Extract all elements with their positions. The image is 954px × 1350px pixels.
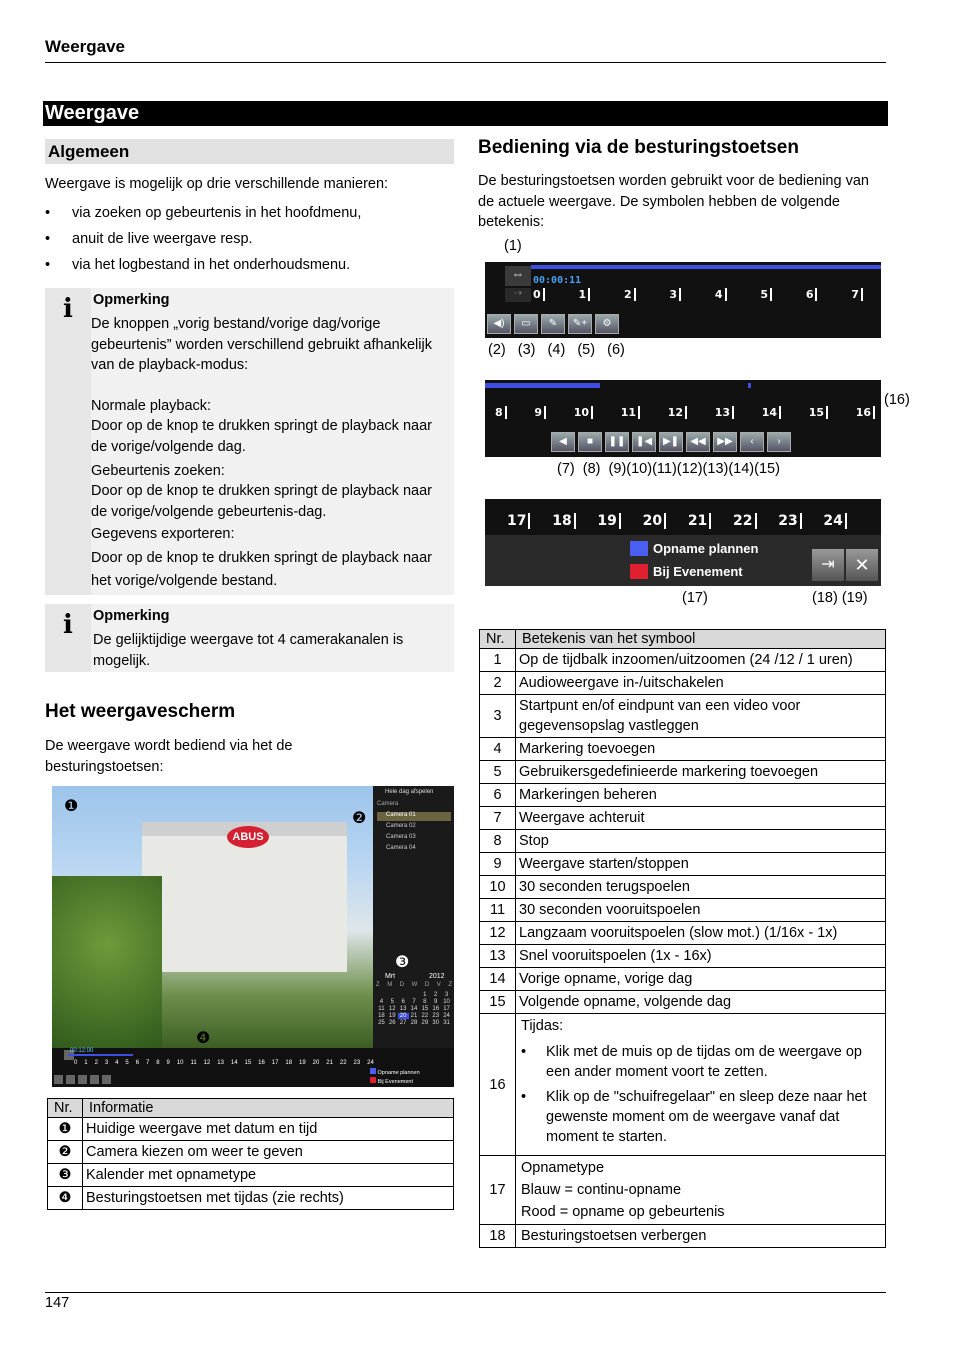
timeline-tick: 3	[104, 1060, 109, 1066]
timeline-tick: 19	[597, 513, 620, 529]
table-row	[48, 1164, 454, 1187]
note-box	[45, 604, 454, 672]
forward-30-icon[interactable]: ▶❚	[659, 432, 683, 452]
table-cell: Vorige opname, vorige dag	[516, 968, 886, 991]
calendar-weekdays	[376, 982, 452, 988]
note-subtitle: Gebeurtenis zoeken:	[91, 463, 225, 479]
fast-forward-icon[interactable]: ▶▶	[713, 432, 737, 452]
timeline-tick: 6	[135, 1060, 140, 1066]
table-row	[480, 672, 886, 695]
cell-title: Tijdas:	[521, 1018, 564, 1034]
table-row	[48, 1187, 454, 1210]
table-row	[480, 899, 886, 922]
timeline-tick: 22	[339, 1060, 347, 1066]
calendar-day[interactable]: 3	[444, 992, 449, 998]
table-row	[480, 807, 886, 830]
subheading-algemeen: Algemeen	[45, 139, 454, 164]
timeline-tick: 14	[762, 406, 781, 419]
weekday-label: D	[424, 982, 430, 988]
timeline-tick: 20	[643, 513, 666, 529]
export-icon[interactable]: ⇥	[812, 549, 844, 581]
calendar-day[interactable]: 29	[421, 1020, 429, 1026]
timeline-tick: 22	[733, 513, 756, 529]
table-cell: 30 seconden vooruitspoelen	[516, 899, 886, 922]
control-buttons	[54, 1075, 354, 1085]
intro-text: Weergave is mogelijk op drie verschillende manieren:	[45, 176, 389, 192]
calendar-day[interactable]: 9	[434, 999, 438, 1005]
timeline-tick: 16	[856, 406, 875, 419]
table-cell: 16	[480, 1014, 516, 1156]
timeline-bar[interactable]	[531, 265, 881, 269]
note-title: Opmerking	[93, 608, 170, 624]
legend-label: Opname plannen	[653, 541, 759, 556]
table-row	[480, 1225, 886, 1248]
calendar-day[interactable]: 28	[410, 1020, 418, 1026]
calendar-day[interactable]: 16	[432, 1006, 440, 1012]
table-cell: 13	[480, 945, 516, 968]
table-cell: 12	[480, 922, 516, 945]
table-row	[480, 738, 886, 761]
camera-header: Camera	[377, 801, 399, 807]
timeline-tick: 5	[760, 288, 772, 301]
calendar-day[interactable]: 12	[388, 1006, 396, 1012]
bullet-item: • via zoeken op gebeurtenis in het hoofdmenu,	[72, 205, 361, 221]
table-cell: 2	[480, 672, 516, 695]
table-header: Nr.	[48, 1099, 83, 1118]
legend-area	[485, 535, 881, 586]
weekday-label: W	[411, 982, 418, 988]
tree	[52, 876, 162, 1048]
table-cell: Op de tijdbalk inzoomen/uitzoomen (24 /12 / 1 uren)	[516, 649, 886, 672]
reverse-icon[interactable]: ◀	[551, 432, 575, 452]
table-cell: Stop	[516, 830, 886, 853]
audio-icon[interactable]: ◀)	[487, 314, 511, 334]
bullet-item: • via het logbestand in het onderhoudsmenu.	[72, 257, 350, 273]
calendar-day[interactable]: 2	[434, 992, 438, 998]
screen-text: De weergave wordt bediend via het de besturingstoetsen:	[45, 738, 293, 775]
calendar-day[interactable]: 7	[412, 999, 416, 1005]
table-cell: Weergave achteruit	[516, 807, 886, 830]
timeline-tick: 11	[190, 1060, 197, 1066]
previous-icon[interactable]: ‹	[740, 432, 764, 452]
table-cell: 14	[480, 968, 516, 991]
calendar-day[interactable]: 1	[423, 992, 427, 998]
info-table	[47, 1098, 454, 1210]
side-panel	[373, 786, 454, 1048]
control-panel-1	[485, 262, 881, 338]
timeline-tick: 24	[367, 1060, 374, 1066]
table-cell: 17	[480, 1156, 516, 1225]
calendar-blank	[409, 992, 420, 998]
calendar-day[interactable]: 26	[388, 1020, 396, 1026]
timeline-tick: 21	[326, 1060, 333, 1066]
recording-bar	[485, 383, 600, 388]
table-cell: Weergave starten/stoppen	[516, 853, 886, 876]
timeline-tick: 7	[851, 288, 863, 301]
page-number: 147	[45, 1295, 70, 1311]
table-cell: Huidige weergave met datum en tijd	[83, 1118, 454, 1141]
calendar-day[interactable]: 25	[378, 1020, 385, 1026]
table-row	[480, 649, 886, 672]
table-cell: Langzaam vooruitspoelen (slow mot.) (1/16x - 1x)	[516, 922, 886, 945]
table-cell: ❸	[48, 1164, 83, 1187]
calendar-day[interactable]: 22	[421, 1013, 429, 1019]
running-header: Weergave	[45, 37, 126, 56]
table-cell: 8	[480, 830, 516, 853]
timeline-tick: 19	[298, 1060, 306, 1066]
timeline-tick: 2	[624, 288, 636, 301]
calendar-day[interactable]: 23	[432, 1013, 440, 1019]
timeline-tick: 15	[809, 406, 828, 419]
weekday-label: M	[387, 982, 393, 988]
table-cell: 6	[480, 784, 516, 807]
table-cell: 7	[480, 807, 516, 830]
clip-button[interactable]	[66, 1075, 75, 1084]
timeline-tick: 10	[176, 1060, 184, 1066]
note-subtitle: Gegevens exporteren:	[91, 526, 235, 542]
table-cell	[516, 1014, 886, 1156]
controls-intro: De besturingstoetsen worden gebruikt voor de bediening van de actuele weergave. De symbolen hebben de volgende betekenis:	[478, 173, 869, 230]
timeline-tick: 10	[574, 406, 593, 419]
bullet-item: • anuit de live weergave resp.	[72, 231, 253, 247]
slow-motion-icon[interactable]: ◀◀	[686, 432, 710, 452]
control-buttons	[487, 314, 622, 334]
timeline-tick: 11	[621, 406, 640, 419]
custom-tag-button[interactable]	[90, 1075, 99, 1084]
calendar-blank	[398, 992, 409, 998]
footer-rule	[45, 1292, 886, 1293]
calendar-day[interactable]: 19	[388, 1013, 396, 1019]
blue-swatch	[630, 541, 648, 556]
calendar-day[interactable]: 21	[410, 1013, 418, 1019]
timeline-tick: 13	[217, 1060, 224, 1066]
weekday-label: Z	[376, 982, 380, 988]
callout-labels: (7) (8) (9)(10)(11)(12)(13)(14)(15)	[557, 461, 780, 477]
note-text: Door op de knop te drukken springt de playback naar de vorige/volgende dag.	[91, 418, 432, 455]
table-row	[48, 1118, 454, 1141]
callout-label: (18) (19)	[812, 590, 868, 606]
timeline-ticks[interactable]	[74, 1060, 374, 1066]
timeline-tick: 18	[285, 1060, 293, 1066]
table-cell: Kalender met opnametype	[83, 1164, 454, 1187]
table-row	[480, 1156, 886, 1225]
legend-label: Bij Evenement	[377, 1079, 413, 1085]
bullet-text: Klik op de "schuifregelaar" en sleep deze naar het gewenste moment om de weergave vanaf dat moment te starten.	[546, 1089, 867, 1145]
table-cell: 5	[480, 761, 516, 784]
calendar-day[interactable]: 5	[390, 999, 394, 1005]
timeline-tick: 23	[778, 513, 801, 529]
timeline-tick: 9	[534, 406, 546, 419]
cell-line: Rood = opname op gebeurtenis	[521, 1204, 725, 1220]
table-row	[480, 784, 886, 807]
time-readout: 00:12:00	[70, 1048, 94, 1054]
playback-screenshot	[52, 786, 454, 1087]
callout-labels: (2) (3) (4) (5) (6)	[488, 342, 625, 358]
pause-icon[interactable]: ❚❚	[605, 432, 629, 452]
timeline-tick: 24	[823, 513, 846, 529]
camera-item[interactable]: Camera 03	[386, 834, 416, 840]
timeline-tick: 9	[166, 1060, 170, 1066]
next-icon[interactable]: ›	[767, 432, 791, 452]
timeline-tick: 1	[578, 288, 590, 301]
table-cell: Volgende opname, volgende dag	[516, 991, 886, 1014]
timeline-tick: 12	[203, 1060, 211, 1066]
table-cell: 9	[480, 853, 516, 876]
table-cell: Markeringen beheren	[516, 784, 886, 807]
marker-1: ❶	[64, 798, 79, 815]
info-icon: i	[45, 604, 91, 672]
bullet-dot: •	[521, 1089, 527, 1105]
weekday-label: D	[399, 982, 405, 988]
calendar-day[interactable]: 17	[443, 1006, 450, 1012]
table-row	[480, 853, 886, 876]
timeline-tick: 4	[115, 1060, 119, 1066]
tag-add-icon[interactable]: ✎	[541, 314, 565, 334]
calendar-year: 2012	[429, 973, 445, 980]
cell-line: Opnametype	[521, 1160, 605, 1176]
calendar-day[interactable]: 15	[421, 1006, 429, 1012]
calendar-day[interactable]: 24	[443, 1013, 450, 1019]
table-row	[48, 1141, 454, 1164]
timeline-tick: 3	[669, 288, 681, 301]
table-cell: Besturingstoetsen verbergen	[516, 1225, 886, 1248]
note-subtitle: Normale playback:	[91, 398, 212, 414]
info-icon: i	[45, 288, 91, 595]
legend-label: Bij Evenement	[653, 564, 743, 579]
playback-buttons	[551, 432, 794, 452]
note-text: Door op de knop te drukken springt de playback naar het vorige/volgende bestand.	[91, 550, 432, 589]
note-title: Opmerking	[93, 292, 170, 308]
table-cell: Besturingstoetsen met tijdas (zie rechts)	[83, 1187, 454, 1210]
note-text: De knoppen „vorig bestand/vorige dag/vorige gebeurtenis” worden verschillend gebruikt afhankelijk van de playback-modus:	[91, 316, 432, 373]
control-bar	[52, 1048, 454, 1087]
table-header: Betekenis van het symbool	[516, 630, 886, 649]
table-cell: ❹	[48, 1187, 83, 1210]
calendar-day[interactable]: 30	[432, 1020, 440, 1026]
weekday-label: Z	[448, 982, 452, 988]
header-rule	[45, 62, 886, 63]
timeline-tick: 17	[271, 1060, 279, 1066]
calendar-day[interactable]: 11	[378, 1006, 385, 1012]
stop-icon[interactable]: ■	[578, 432, 602, 452]
calendar-blank	[376, 992, 387, 998]
timeline-tick: 17	[507, 513, 530, 529]
timeline-ticks[interactable]	[507, 513, 847, 529]
table-cell: 10	[480, 876, 516, 899]
calendar-day[interactable]: 31	[443, 1020, 450, 1026]
symbol-table	[479, 629, 886, 1248]
timeline-tick: 8	[495, 406, 507, 419]
note-text: De gelijktijdige weergave tot 4 camerakanalen is mogelijk.	[93, 632, 404, 669]
timeline-tick: 18	[552, 513, 575, 529]
table-cell: Markering toevoegen	[516, 738, 886, 761]
table-cell: ❶	[48, 1118, 83, 1141]
table-cell: Camera kiezen om weer te geven	[83, 1141, 454, 1164]
camera-item[interactable]: Camera 02	[386, 823, 416, 829]
tag-button[interactable]	[78, 1075, 87, 1084]
zoom-icon[interactable]: ⇔	[505, 266, 531, 286]
timeline-tick: 0	[533, 288, 545, 301]
table-cell: 3	[480, 695, 516, 738]
table-row	[480, 695, 886, 738]
table-cell: 11	[480, 899, 516, 922]
calendar-day[interactable]: 18	[378, 1013, 385, 1019]
timeline-tick: 0	[74, 1060, 78, 1066]
camera-view	[52, 786, 373, 1048]
table-cell: ❷	[48, 1141, 83, 1164]
table-row	[480, 968, 886, 991]
marker-2: ❷	[352, 810, 367, 827]
calendar-day[interactable]: 4	[379, 999, 384, 1005]
weekday-label: V	[436, 982, 441, 988]
camera-item[interactable]: Camera 04	[386, 845, 416, 851]
table-row	[480, 991, 886, 1014]
timeline-tick: 15	[244, 1060, 252, 1066]
calendar-day[interactable]: 8	[423, 999, 427, 1005]
calendar-day[interactable]: 10	[443, 999, 450, 1005]
timeline-bar[interactable]	[68, 1054, 133, 1056]
timeline-ticks[interactable]	[495, 406, 875, 419]
bullet-item	[521, 1087, 879, 1147]
timeline-tick: 7	[145, 1060, 150, 1066]
screen-heading: Het weergavescherm	[45, 701, 236, 722]
calendar-day[interactable]: 6	[401, 999, 405, 1005]
table-header: Informatie	[83, 1099, 454, 1118]
tag-custom-icon[interactable]: ✎+	[568, 314, 592, 334]
bullet-text: Klik met de muis op de tijdas om de weergave op een ander moment voort te zetten.	[546, 1044, 862, 1080]
audio-button[interactable]	[54, 1075, 63, 1084]
table-cell	[516, 1156, 886, 1225]
timeline-tick: 21	[688, 513, 711, 529]
tag-manage-icon[interactable]: ⚙	[595, 314, 619, 334]
control-panel-2	[485, 380, 881, 457]
table-row	[480, 876, 886, 899]
time-readout: 00:00:11	[533, 275, 582, 286]
timeline-tick: 4	[715, 288, 727, 301]
table-cell: 18	[480, 1225, 516, 1248]
table-row	[480, 1014, 886, 1156]
bullet-dot: •	[521, 1044, 527, 1060]
timeline-tick: 13	[715, 406, 734, 419]
abus-sign: ABUS	[227, 826, 269, 848]
note-text: Door op de knop te drukken springt de playback naar de vorige/volgende gebeurtenis-dag.	[91, 483, 432, 520]
timeline-tick: 5	[125, 1060, 129, 1066]
table-cell: 30 seconden terugspoelen	[516, 876, 886, 899]
tag-manage-button[interactable]	[102, 1075, 111, 1084]
control-panel-3	[485, 499, 881, 586]
calendar-day[interactable]: 20	[398, 1013, 409, 1019]
clip-icon[interactable]: ▭	[514, 314, 538, 334]
panel-title: Hele dag afspelen	[385, 789, 434, 795]
calendar-month: Mrt	[385, 973, 396, 980]
table-cell: 15	[480, 991, 516, 1014]
table-row	[480, 945, 886, 968]
timeline-tick: 14	[230, 1060, 238, 1066]
table-cell: Audioweergave in-/uitschakelen	[516, 672, 886, 695]
calendar-day[interactable]: 27	[399, 1020, 407, 1026]
calendar-day[interactable]: 13	[399, 1006, 407, 1012]
timeline-tick: 6	[806, 288, 818, 301]
table-cell: 4	[480, 738, 516, 761]
timeline-tick: 23	[353, 1060, 361, 1066]
table-row	[480, 761, 886, 784]
section-title: Weergave	[43, 101, 888, 126]
zoom-out-icon[interactable]: ⇢	[505, 288, 531, 302]
callout-label: (17)	[682, 590, 708, 606]
marker-4: ❹	[196, 1030, 211, 1047]
red-swatch	[630, 564, 648, 579]
legend-label: Opname plannen	[377, 1070, 420, 1076]
callout-label: (16)	[884, 392, 910, 408]
table-cell: Snel vooruitspoelen (1x - 16x)	[516, 945, 886, 968]
calendar-day[interactable]: 14	[410, 1006, 418, 1012]
camera-item[interactable]: Camera 01	[377, 812, 451, 821]
timeline-ticks[interactable]	[533, 288, 863, 301]
timeline-tick: 1	[84, 1060, 88, 1066]
calendar-grid	[376, 992, 452, 1026]
table-cell: Startpunt en/of eindpunt van een video voor gegevensopslag vastleggen	[516, 695, 886, 738]
cell-line: Blauw = continu-opname	[521, 1182, 682, 1198]
note-box	[45, 288, 454, 595]
rewind-30-icon[interactable]: ❚◀	[632, 432, 656, 452]
table-row	[480, 922, 886, 945]
table-header: Nr.	[480, 630, 516, 649]
table-cell: Gebruikersgedefinieerde markering toevoegen	[516, 761, 886, 784]
timeline-tick: 12	[668, 406, 687, 419]
timeline-tick: 2	[94, 1060, 98, 1066]
table-row	[480, 830, 886, 853]
legend-item	[370, 1068, 420, 1076]
table-cell: 1	[480, 649, 516, 672]
bullet-item	[521, 1042, 879, 1082]
timeline-tick: 16	[258, 1060, 265, 1066]
close-icon[interactable]: ✕	[846, 549, 878, 581]
timeline-tick: 20	[312, 1060, 320, 1066]
recording-bar	[748, 383, 751, 388]
marker-3: ❸	[395, 954, 410, 971]
callout-label: (1)	[504, 238, 522, 254]
controls-heading: Bediening via de besturingstoetsen	[478, 137, 799, 158]
legend-item	[370, 1077, 413, 1085]
calendar-blank	[387, 992, 398, 998]
timeline-tick: 8	[156, 1060, 160, 1066]
